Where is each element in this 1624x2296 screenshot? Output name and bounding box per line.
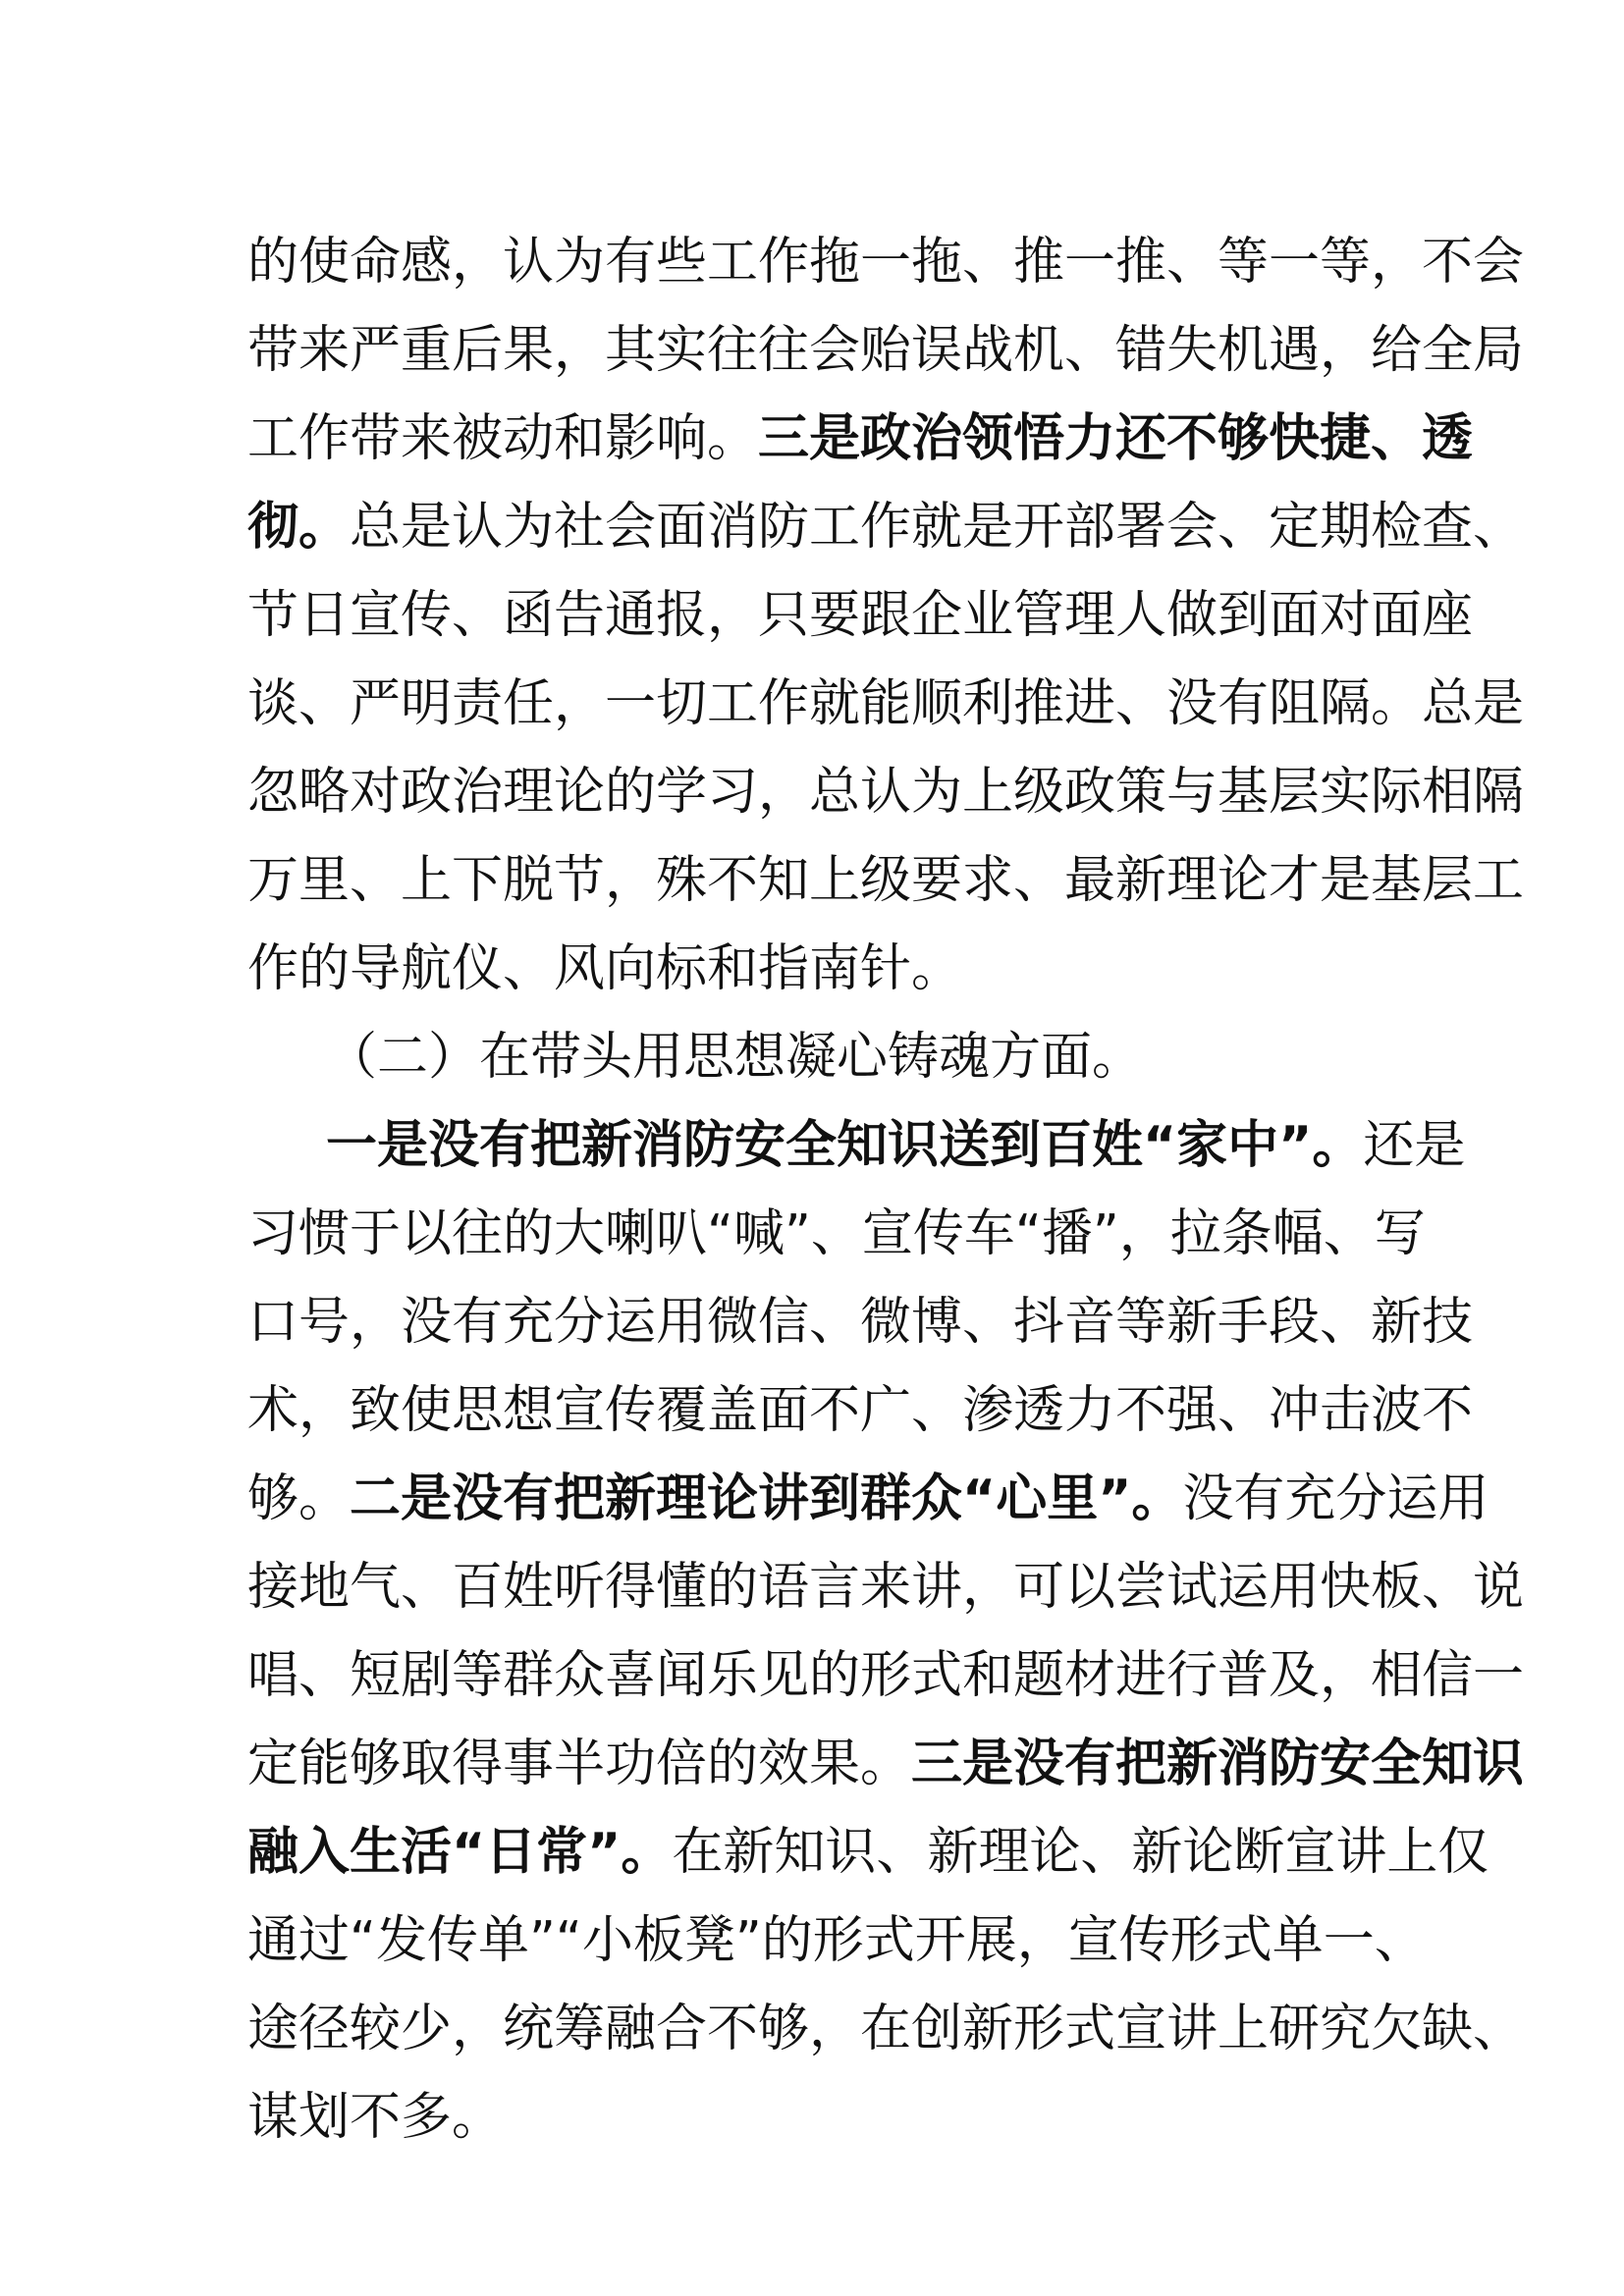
text-line: 忽略对政治理论的学习，总认为上级政策与基层实际相隔 <box>247 763 1525 822</box>
text-line: 万里、上下脱节，殊不知上级要求、最新理论才是基层工 <box>247 851 1525 910</box>
text-line: 术，致使思想宣传覆盖面不广、渗透力不强、冲击波不 <box>247 1381 1474 1440</box>
bold-point-three: 三是政治领悟力还不够快捷、透 <box>758 409 1474 468</box>
text-line: 作的导航仪、风向标和指南针。 <box>247 939 963 998</box>
text-line <box>247 1720 1525 1808</box>
text-line <box>247 1455 1489 1543</box>
text-segment: 总是认为社会面消防工作就是开部署会、定期检查、 <box>350 498 1525 557</box>
text-segment: 在新知识、新理论、新论断宣讲上仅 <box>672 1823 1489 1882</box>
text-line <box>247 1101 1466 1190</box>
bold-point-two: 二是没有把新理论讲到群众“心里”。 <box>350 1469 1183 1528</box>
text-line: 的使命感，认为有些工作拖一拖、推一推、等一等，不会 <box>247 233 1525 292</box>
text-segment: 还是 <box>1363 1116 1466 1175</box>
text-line <box>247 1808 1489 1896</box>
paragraph-2 <box>247 1101 1525 2162</box>
bold-point-three: 三是没有把新消防安全知识 <box>911 1735 1525 1793</box>
bold-point-three-end: 融入生活“日常”。 <box>247 1823 673 1882</box>
text-line: 途径较少，统筹融合不够，在创新形式宣讲上研究欠缺、 <box>247 2000 1525 2058</box>
section-heading: （二）在带头用思想凝心铸魂方面。 <box>326 1028 1144 1087</box>
paragraph-1 <box>247 218 1525 1013</box>
text-line: 谈、严明责任，一切工作就能顺利推进、没有阻隔。总是 <box>247 674 1525 733</box>
text-line: 节日宣传、函告通报，只要跟企业管理人做到面对面座 <box>247 586 1474 645</box>
text-segment: 定能够取得事半功倍的效果。 <box>247 1735 912 1793</box>
text-line: 通过“发传单”“小板凳”的形式开展，宣传形式单一、 <box>247 1911 1426 1970</box>
text-line <box>247 483 1525 571</box>
bold-point-one: 一是没有把新消防安全知识送到百姓“家中”。 <box>326 1116 1364 1175</box>
text-segment: 够。 <box>247 1469 351 1528</box>
text-line: 谋划不多。 <box>247 2088 504 2147</box>
document-page <box>247 218 1525 2162</box>
text-line: 接地气、百姓听得懂的语言来讲，可以尝试运用快板、说 <box>247 1558 1525 1617</box>
text-segment: 没有充分运用 <box>1182 1469 1489 1528</box>
text-line: 习惯于以往的大喇叭“喊”、宣传车“播”，拉条幅、写 <box>247 1204 1426 1263</box>
bold-point-three-end: 彻。 <box>247 498 351 557</box>
text-line: 唱、短剧等群众喜闻乐见的形式和题材进行普及，相信一 <box>247 1646 1525 1705</box>
text-line: 口号，没有充分运用微信、微博、抖音等新手段、新技 <box>247 1293 1474 1352</box>
text-line: 带来严重后果，其实往往会贻误战机、错失机遇，给全局 <box>247 321 1525 380</box>
text-segment: 工作带来被动和影响。 <box>247 409 759 468</box>
text-line <box>247 395 1474 483</box>
